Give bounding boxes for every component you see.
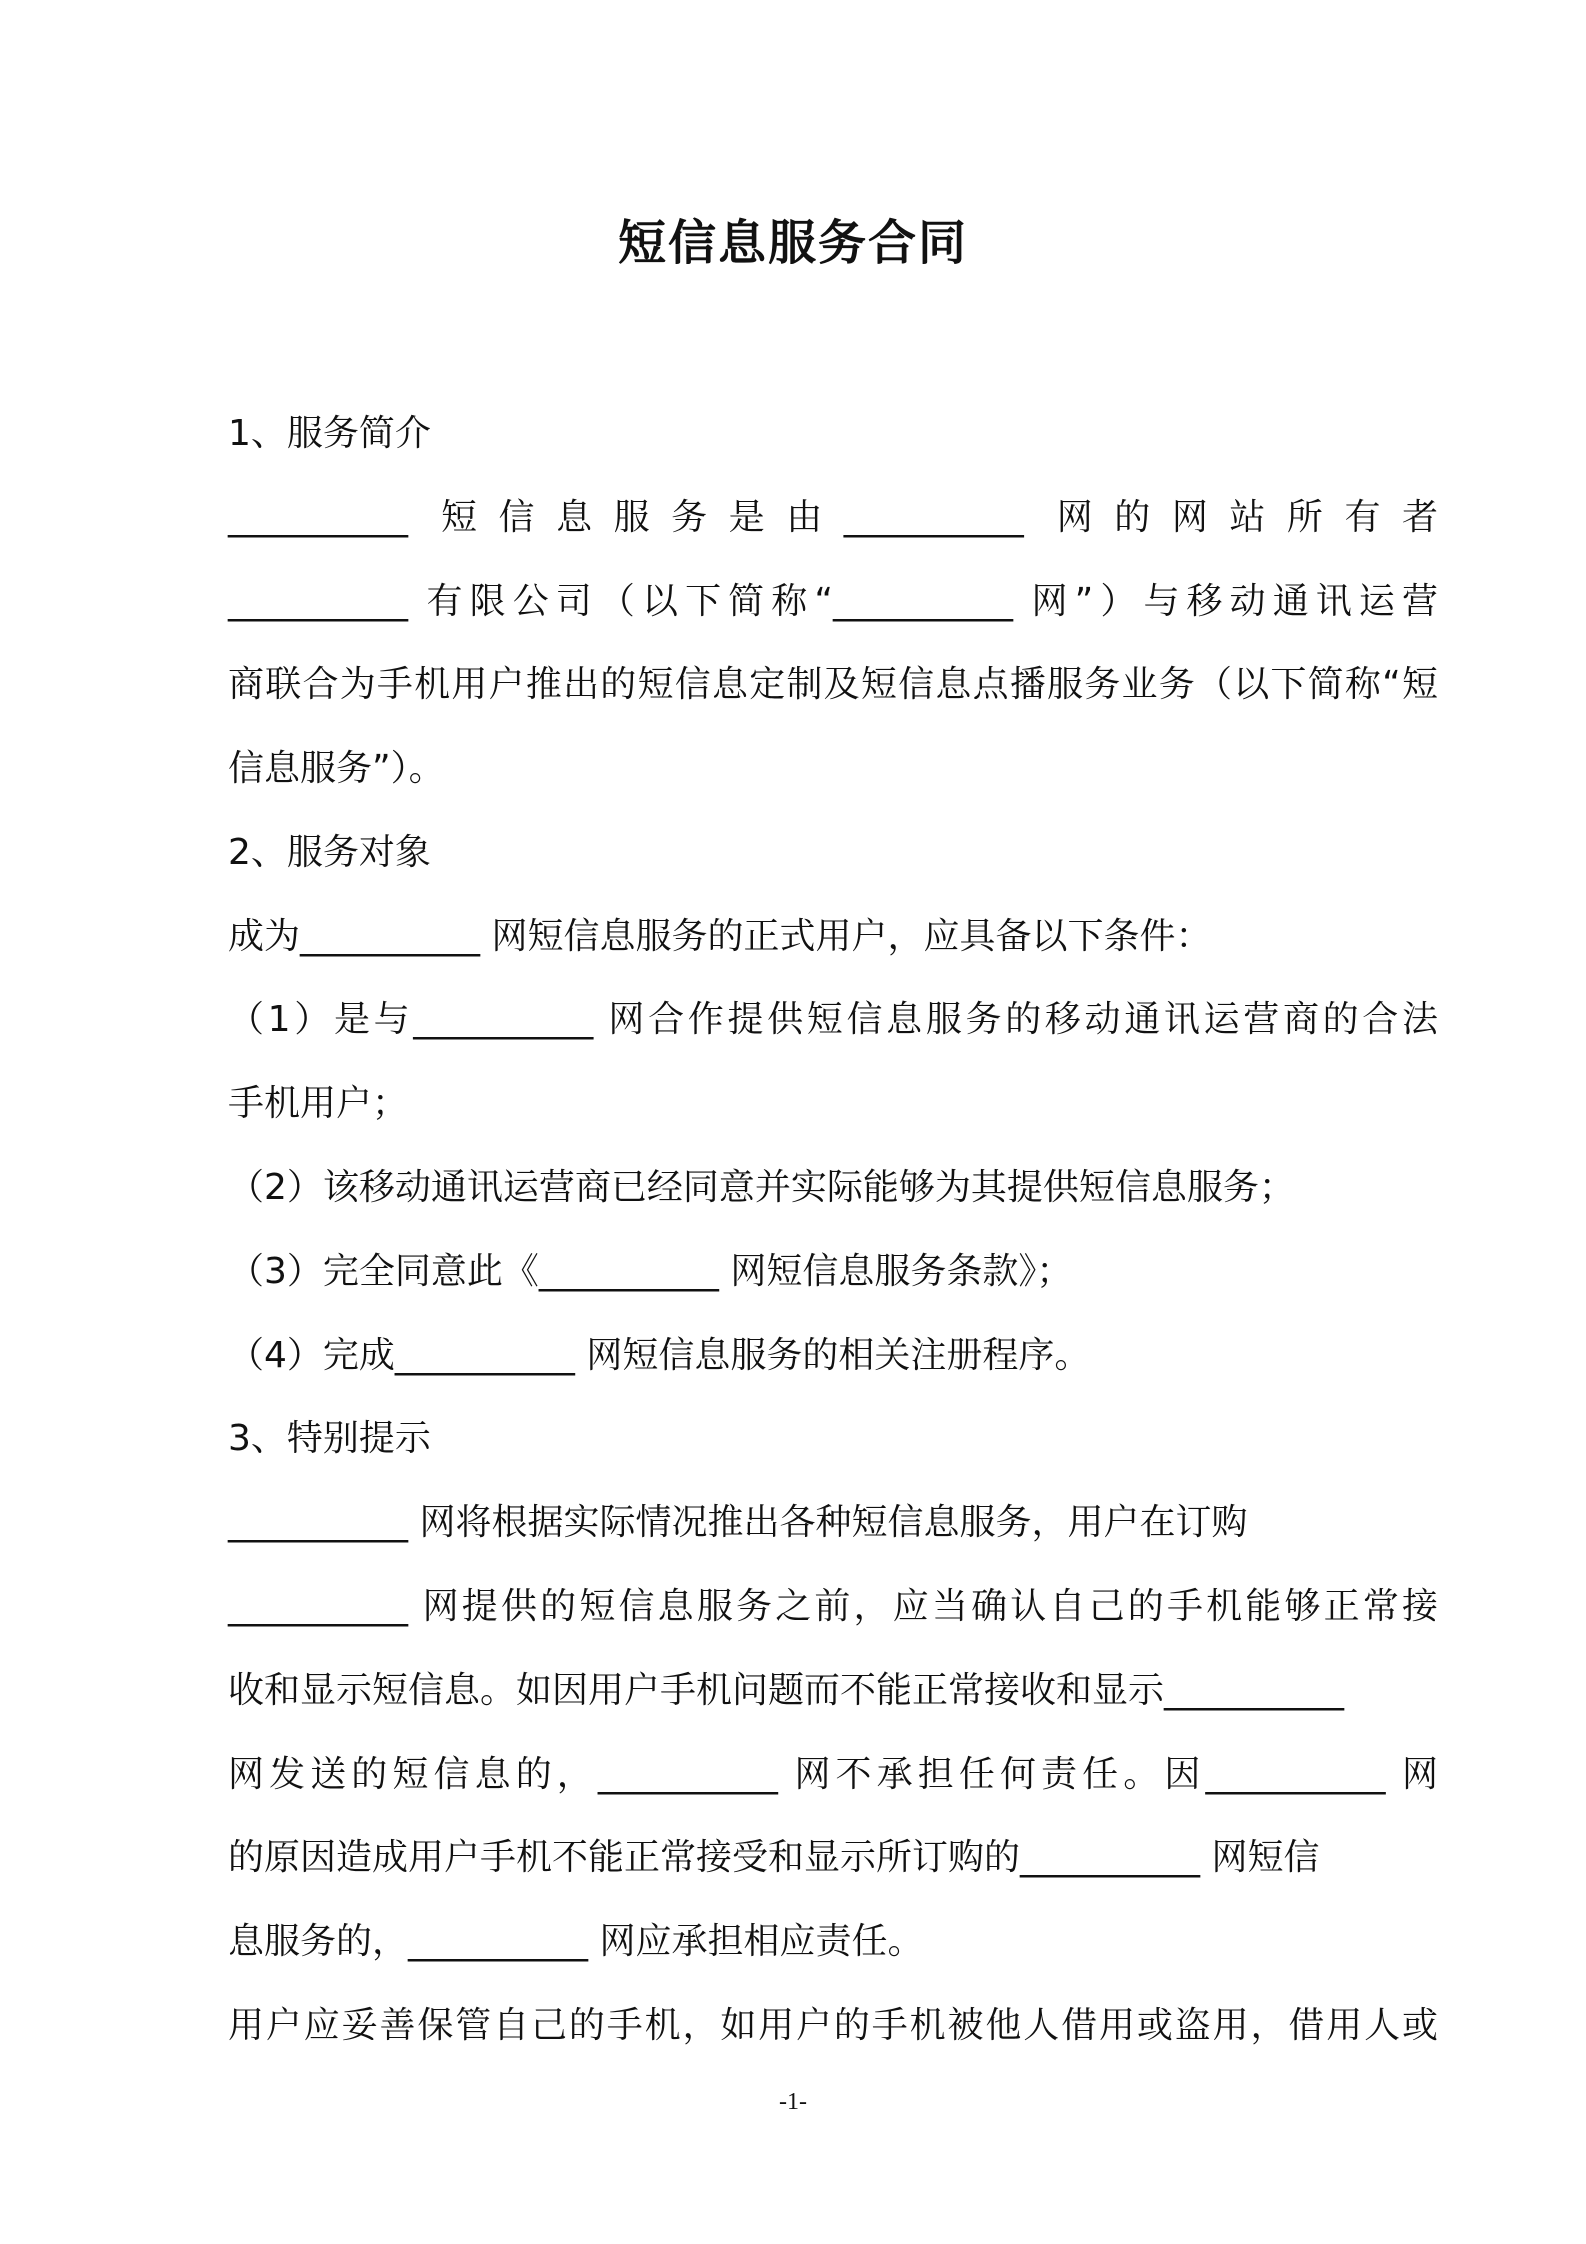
body-text-line: 信息服务”）。 <box>228 748 445 789</box>
body-text-line: __________ 有限公司（以下简称“__________ 网”）与移动通讯运营 <box>228 581 1438 622</box>
body-text-line: __________ 网将根据实际情况推出各种短信息服务，用户在订购 <box>228 1502 1248 1543</box>
list-item-condition-3: （3）完全同意此《__________ 网短信息服务条款》； <box>228 1251 1073 1292</box>
body-text-line: 的原因造成用户手机不能正常接受和显示所订购的__________ 网短信 <box>228 1837 1320 1878</box>
body-text-line: 手机用户； <box>228 1083 409 1124</box>
body-text-line: 商联合为手机用户推出的短信息定制及短信息点播服务业务（以下简称“短 <box>228 664 1438 705</box>
body-text-line: __________ 网提供的短信息服务之前，应当确认自己的手机能够正常接 <box>228 1586 1438 1627</box>
list-item-condition-1: （1）是与__________ 网合作提供短信息服务的移动通讯运营商的合法 <box>228 999 1438 1040</box>
section-heading-special-notice: 3、特别提示 <box>228 1418 431 1459</box>
body-text-line: 成为__________ 网短信息服务的正式用户，应具备以下条件： <box>228 916 1212 957</box>
section-heading-service-target: 2、服务对象 <box>228 832 431 873</box>
page-number: -1- <box>779 2089 807 2115</box>
body-text-line: 用户应妥善保管自己的手机，如用户的手机被他人借用或盗用，借用人或 <box>228 2005 1438 2046</box>
section-heading-service-intro: 1、服务简介 <box>228 413 431 454</box>
list-item-condition-2: （2）该移动通讯运营商已经同意并实际能够为其提供短信息服务； <box>228 1167 1295 1208</box>
body-text-line: __________ 短信息服务是由__________ 网的网站所有者 <box>228 497 1438 538</box>
body-text-line: 收和显示短信息。如因用户手机问题而不能正常接收和显示__________ <box>228 1670 1345 1711</box>
document-title: 短信息服务合同 <box>617 215 968 271</box>
body-text-line: 网发送的短信息的，__________ 网不承担任何责任。因__________ 网 <box>228 1754 1438 1795</box>
body-text-line: 息服务的，__________ 网应承担相应责任。 <box>228 1921 924 1962</box>
list-item-condition-4: （4）完成__________ 网短信息服务的相关注册程序。 <box>228 1335 1091 1376</box>
